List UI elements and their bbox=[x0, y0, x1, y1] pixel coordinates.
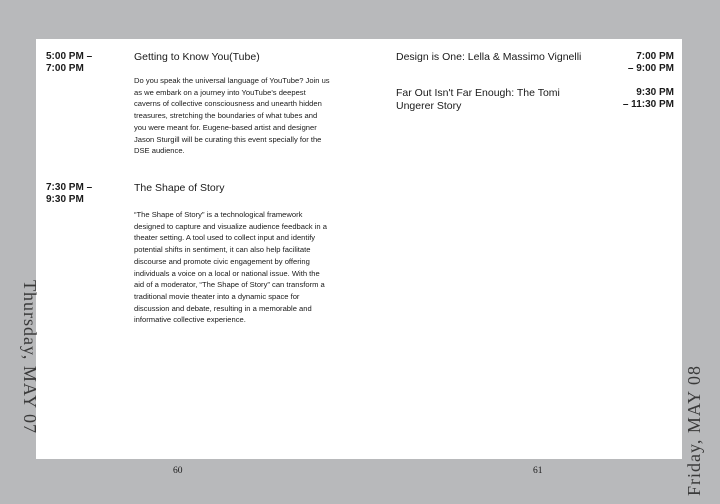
page-number: 61 bbox=[533, 466, 543, 476]
event-time: 7:30 PM – 9:30 PM bbox=[46, 182, 93, 205]
event-time: 5:00 PM – 7:00 PM bbox=[46, 51, 93, 74]
event-title: Getting to Know You(Tube) bbox=[134, 51, 260, 63]
day-label-thursday: Thursday, MAY 07 bbox=[20, 280, 40, 434]
event-title: The Shape of Story bbox=[134, 182, 225, 194]
event-time: 7:00 PM – 9:00 PM bbox=[627, 51, 674, 74]
page-number: 60 bbox=[173, 466, 183, 476]
event-time: 9:30 PM – 11:30 PM bbox=[622, 87, 674, 110]
event-title: Design is One: Lella & Massimo Vignelli bbox=[396, 51, 582, 63]
event-title: Far Out Isn't Far Enough: The Tomi Ungerer Story bbox=[396, 87, 560, 112]
event-description: Do you speak the universal language of YouTube? Join us as we embark on a journey into YouTube's deepest caverns of collective consciousness and unearth hidden treasures, stretching the boundaries of what tubes and you were meant for. Eugene-based artist and designer Jason Sturgill will be curating this event specially for the DSE audience. bbox=[134, 76, 330, 156]
event-description: “The Shape of Story” is a technological framework designed to capture and visualize audience feedback in a theater setting. A tool used to collect input and identify potential shifts in sentiment, it can also help facilitate discourse and promote civic engagement by offering individuals a voice on a local or national issue. With the aid of a moderator, “The Shape of Story” can transform a traditional movie theater into a dynamic space for discussion and debate, resulting in a memorable and informative collective experience. bbox=[134, 210, 327, 325]
day-label-friday: Friday, MAY 08 bbox=[684, 364, 704, 496]
